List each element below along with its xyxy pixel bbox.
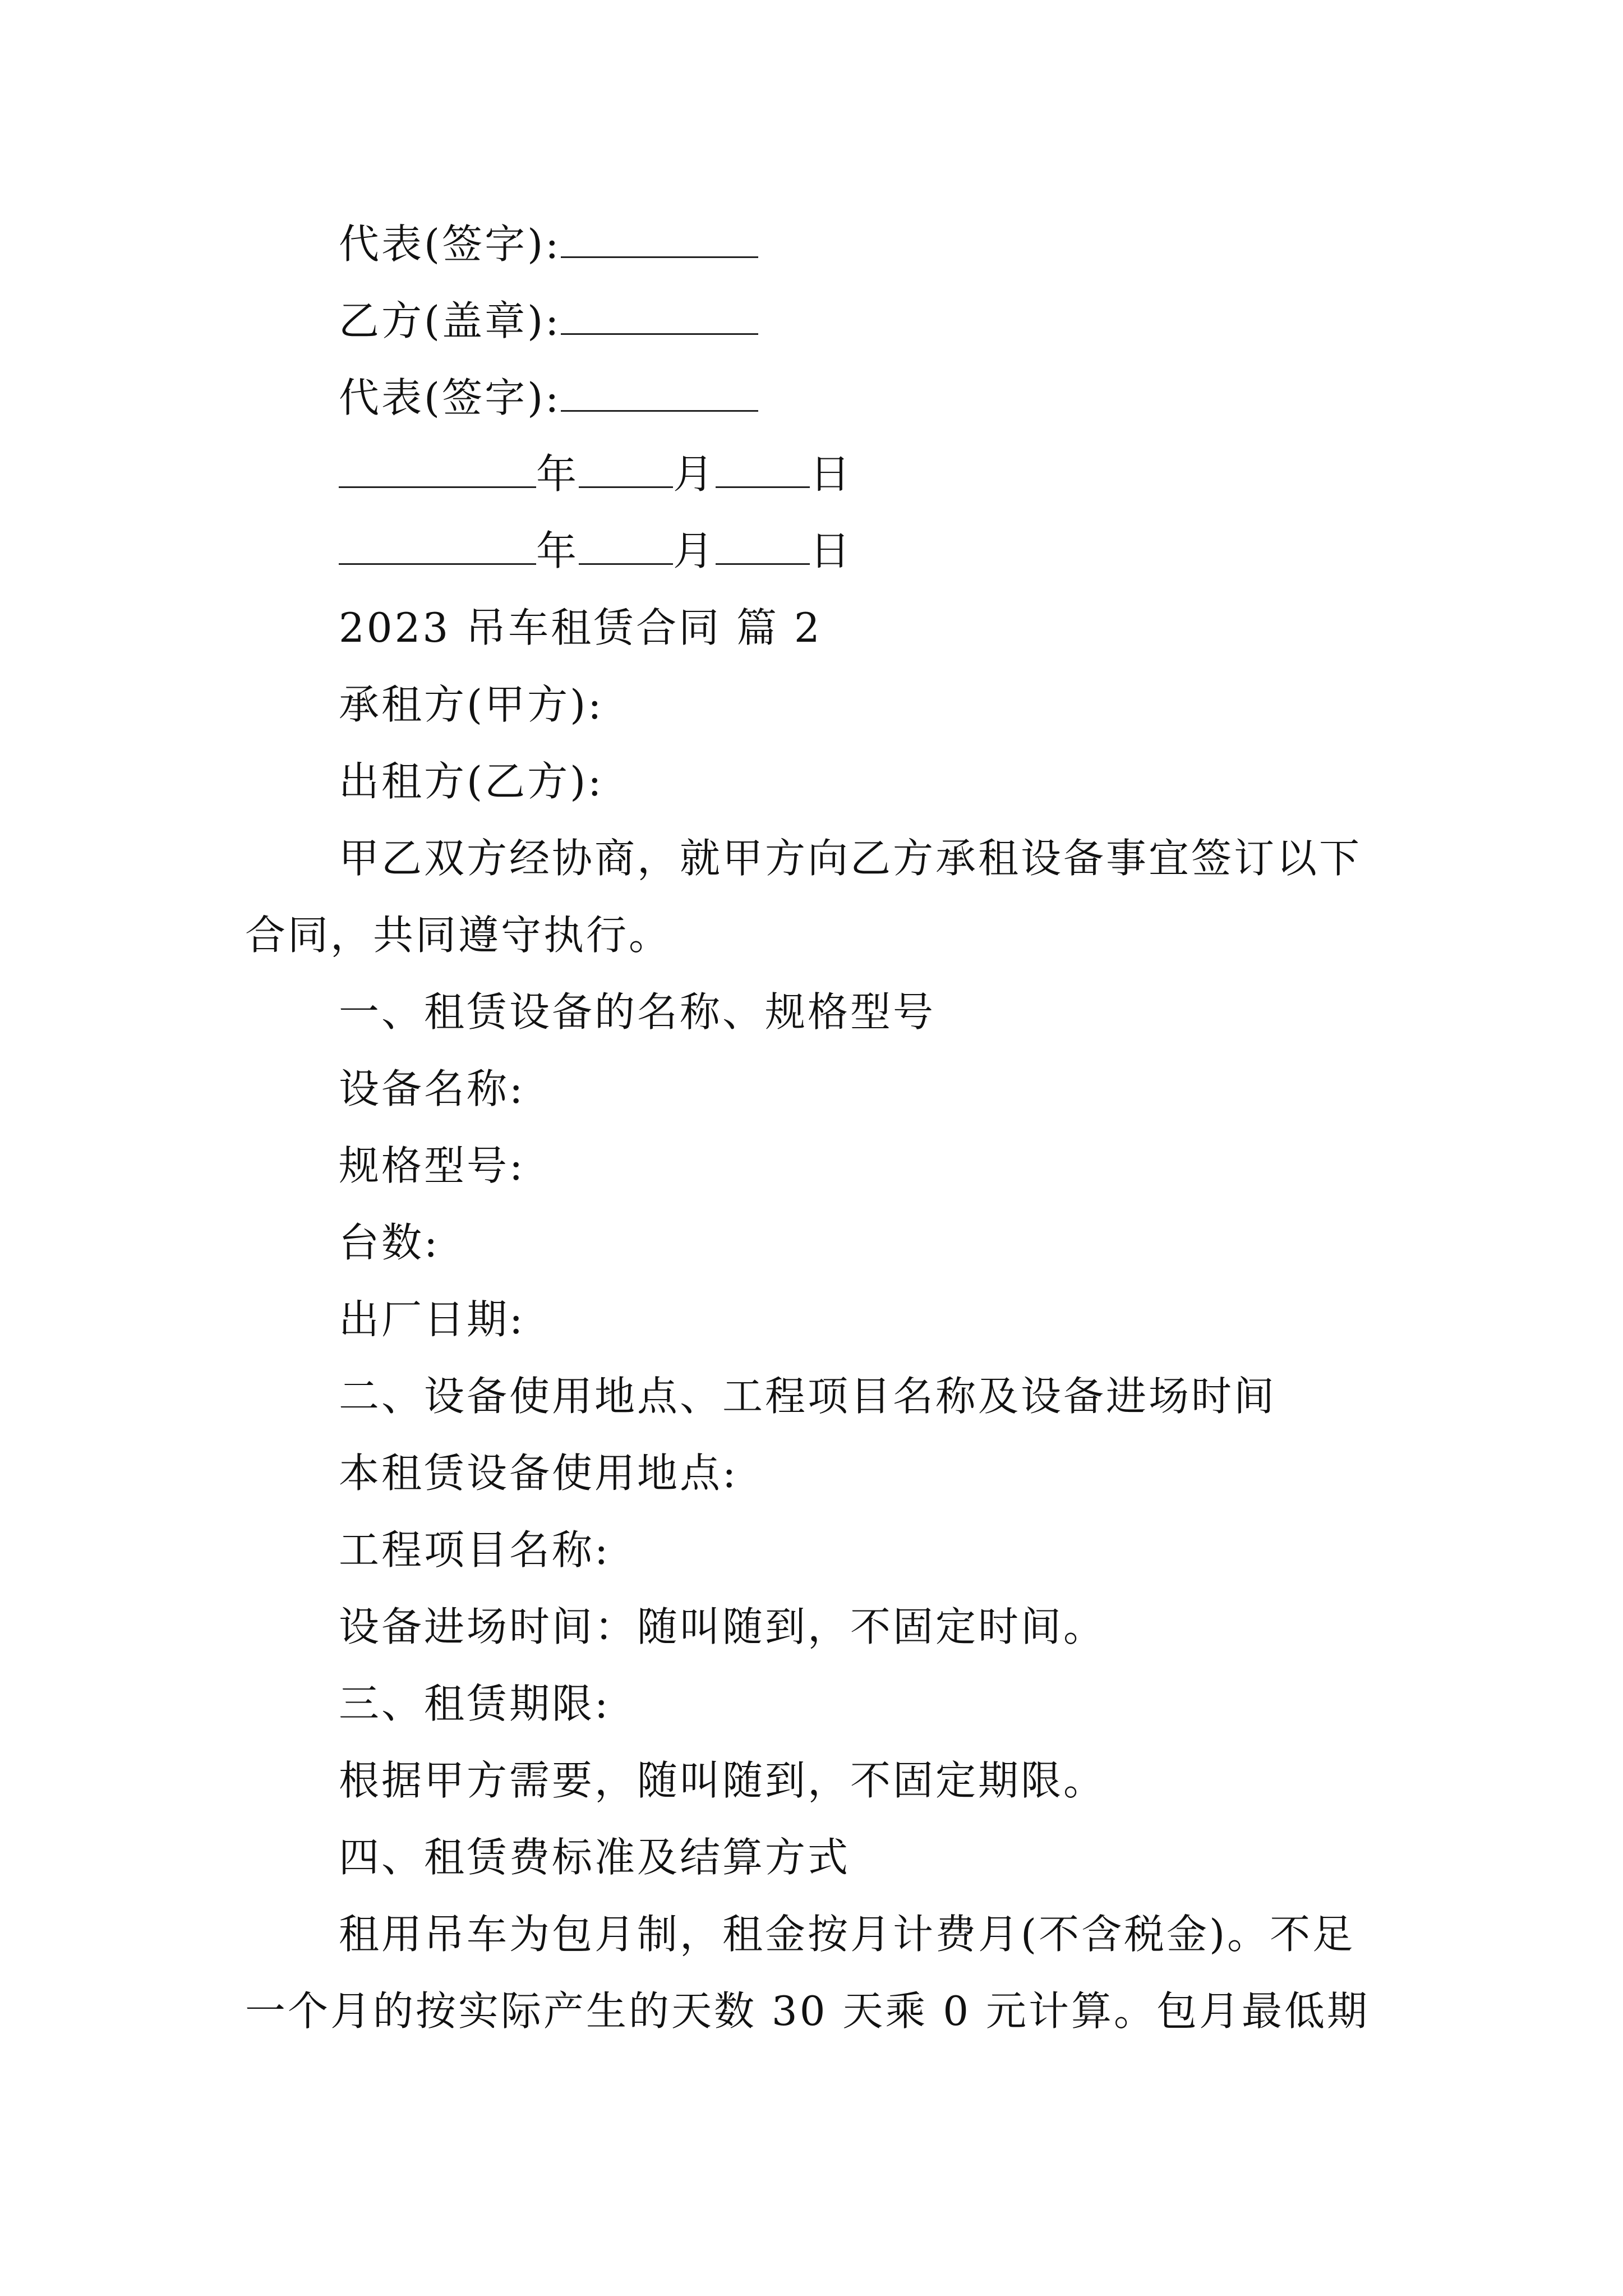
month-blank bbox=[579, 452, 673, 488]
month-label: 月 bbox=[673, 527, 716, 574]
seal-blank bbox=[561, 298, 758, 335]
section-1-title: 一、租赁设备的名称、规格型号 bbox=[339, 988, 936, 1036]
representative-signature-line-1 bbox=[339, 216, 758, 272]
year-blank bbox=[339, 528, 536, 565]
representative-label: 代表(签字): bbox=[339, 220, 561, 268]
lease-term-line: 根据甲方需要，随叫随到，不固定期限。 bbox=[339, 1757, 1106, 1804]
contract-heading: 2023 吊车租赁合同 篇 2 bbox=[339, 604, 822, 651]
project-name-line: 工程项目名称: bbox=[339, 1526, 611, 1573]
intro-paragraph-line-1: 甲乙双方经协商，就甲方向乙方承租设备事宜签订以下 bbox=[339, 835, 1362, 882]
signature-blank bbox=[561, 222, 758, 258]
entry-time-line: 设备进场时间：随叫随到，不固定时间。 bbox=[339, 1603, 1106, 1650]
fee-paragraph-line-2: 一个月的按实际产生的天数 30 天乘 0 元计算。包月最低期 bbox=[245, 1987, 1370, 2035]
year-label: 年 bbox=[536, 450, 579, 498]
year-label: 年 bbox=[536, 527, 579, 574]
day-label: 日 bbox=[810, 450, 853, 498]
signature-blank bbox=[561, 375, 758, 412]
lessee-line: 承租方(甲方): bbox=[339, 681, 604, 728]
month-label: 月 bbox=[673, 450, 716, 498]
day-blank bbox=[716, 452, 810, 488]
usage-location-line: 本租赁设备使用地点: bbox=[339, 1450, 739, 1497]
party-b-seal-line bbox=[339, 293, 758, 349]
day-blank bbox=[716, 528, 810, 565]
day-label: 日 bbox=[810, 527, 853, 574]
year-blank bbox=[339, 452, 536, 488]
fee-paragraph-line-1: 租用吊车为包月制，租金按月计费月(不含税金)。不足 bbox=[339, 1911, 1355, 1958]
section-3-title: 三、租赁期限: bbox=[339, 1680, 611, 1727]
lessor-line: 出租方(乙方): bbox=[339, 758, 604, 805]
representative-label: 代表(签字): bbox=[339, 374, 561, 421]
representative-signature-line-2 bbox=[339, 370, 758, 426]
section-2-title: 二、设备使用地点、工程项目名称及设备进场时间 bbox=[339, 1373, 1277, 1420]
section-4-title: 四、租赁费标准及结算方式 bbox=[339, 1834, 851, 1881]
month-blank bbox=[579, 528, 673, 565]
manufacture-date-line: 出厂日期: bbox=[339, 1296, 525, 1343]
equipment-model-line: 规格型号: bbox=[339, 1142, 525, 1189]
intro-paragraph-line-2: 合同，共同遵守执行。 bbox=[245, 912, 672, 959]
date-line-1 bbox=[339, 446, 852, 502]
equipment-count-line: 台数: bbox=[339, 1219, 440, 1266]
party-b-seal-label: 乙方(盖章): bbox=[339, 297, 561, 344]
date-line-2 bbox=[339, 523, 852, 579]
equipment-name-line: 设备名称: bbox=[339, 1065, 525, 1112]
